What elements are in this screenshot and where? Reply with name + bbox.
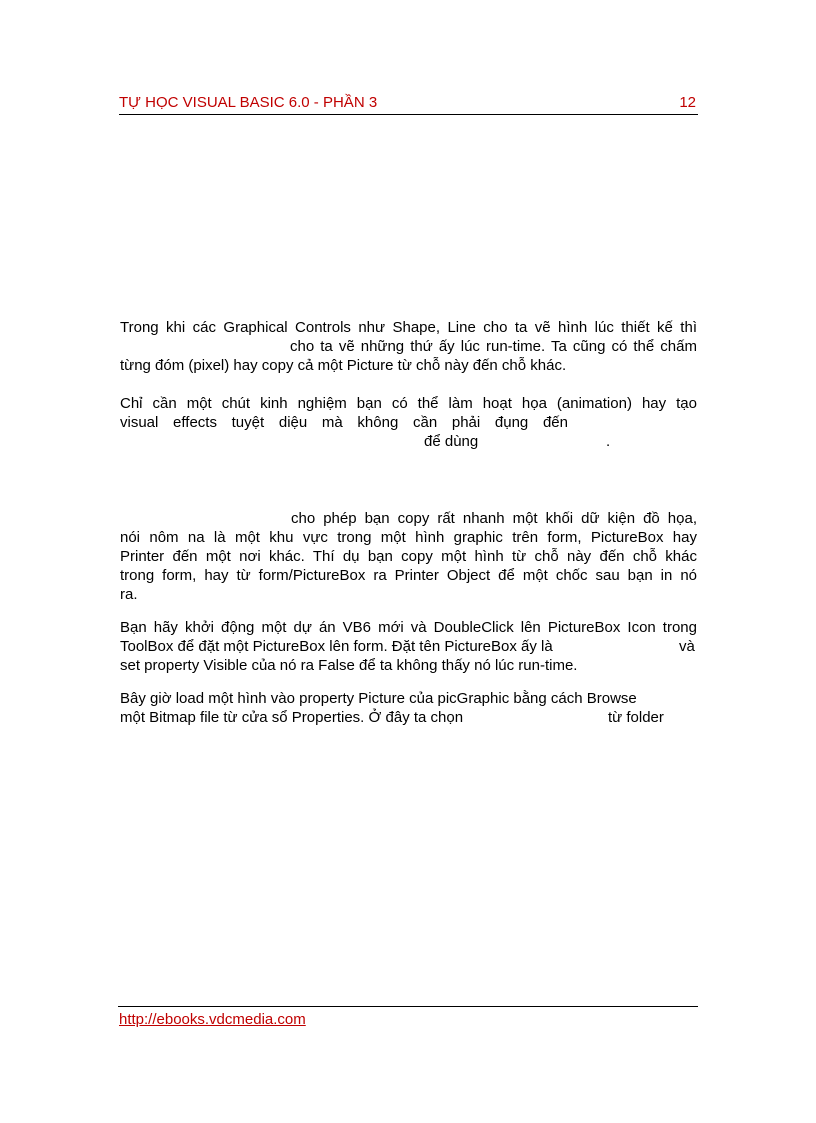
paragraph-1-line-3: từng đóm (pixel) hay copy cả một Picture từ chỗ này đến chỗ khác.: [120, 357, 567, 374]
footer-link[interactable]: http://ebooks.vdcmedia.com: [119, 1011, 306, 1028]
paragraph-3-line-3: Printer đến một nơi khác. Thí dụ bạn copy một hình từ chỗ này đến chỗ khác: [120, 548, 697, 565]
paragraph-1-line-2: cho ta vẽ những thứ ấy lúc run-time. Ta cũng có thể chấm: [290, 338, 697, 355]
paragraph-4-line-1: Bạn hãy khởi động một dự án VB6 mới và DoubleClick lên PictureBox Icon trong: [120, 619, 697, 636]
paragraph-5-line-2-end: từ folder: [608, 709, 664, 726]
paragraph-4-line-2-end: và: [679, 638, 695, 655]
footer-rule: [118, 1006, 698, 1007]
paragraph-3-line-5: ra.: [120, 586, 138, 603]
paragraph-2-line-3: để dùng: [424, 433, 479, 450]
paragraph-2-line-2: visual effects tuyệt diệu mà không cần phải đụng đến: [120, 414, 568, 431]
paragraph-4-line-3: set property Visible của nó ra False để ta không thấy nó lúc run-time.: [120, 657, 578, 674]
page-header: [119, 94, 698, 115]
header-title: TỰ HỌC VISUAL BASIC 6.0 - PHẦN 3: [119, 94, 378, 111]
paragraph-3-line-2: nói nôm na là một khu vực trong một hình graphic trên form, PictureBox hay: [120, 529, 697, 546]
paragraph-2-period: .: [606, 433, 611, 450]
paragraph-1-line-1: Trong khi các Graphical Controls như Shape, Line cho ta vẽ hình lúc thiết kế thì: [120, 319, 697, 336]
paragraph-2-line-1: Chỉ cần một chút kinh nghiệm bạn có thể làm hoạt họa (animation) hay tạo: [120, 395, 697, 412]
paragraph-4-line-2: ToolBox để đặt một PictureBox lên form. Đặt tên PictureBox ấy là: [120, 638, 553, 655]
paragraph-5-line-1: Bây giờ load một hình vào property Picture của picGraphic bằng cách Browse: [120, 690, 637, 707]
page-number: 12: [679, 94, 696, 111]
paragraph-5-line-2: một Bitmap file từ cửa sổ Properties. Ở đây ta chọn: [120, 709, 464, 726]
paragraph-3-line-1: cho phép bạn copy rất nhanh một khối dữ kiện đồ họa,: [291, 510, 697, 527]
paragraph-3-line-4: trong form, hay từ form/PictureBox ra Printer Object để một chốc sau bạn in nó: [120, 567, 697, 584]
